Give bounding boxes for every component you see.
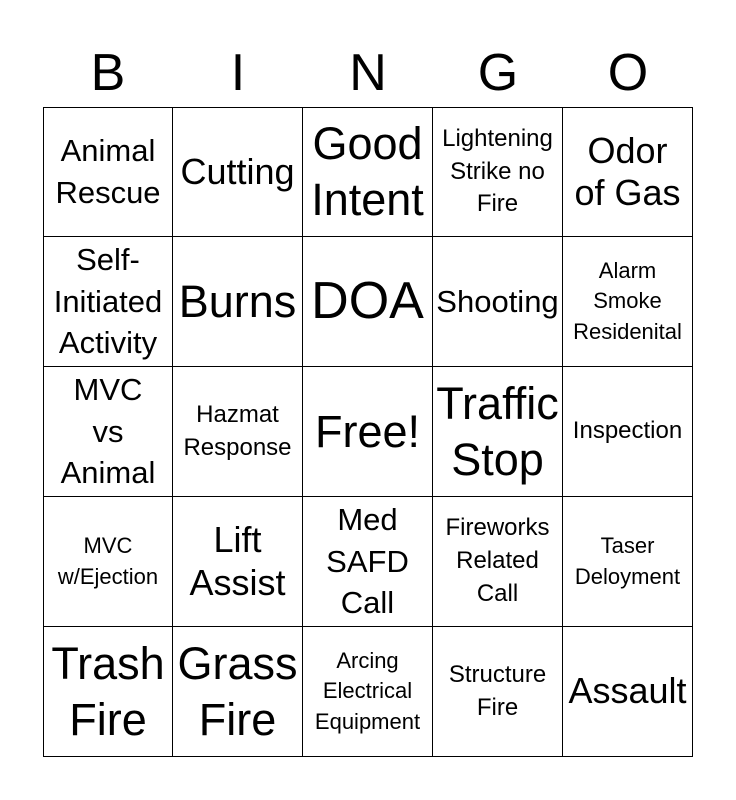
bingo-cell-label: Trash Fire [51,637,165,745]
bingo-cell[interactable] [43,497,173,627]
header-letter-i: I [230,44,246,102]
bingo-cell-label: Med SAFD Call [326,501,409,621]
bingo-cell[interactable] [303,497,433,627]
bingo-cell[interactable] [43,367,173,497]
bingo-cell-label: Odor of Gas [574,129,681,213]
bingo-cell[interactable] [433,367,563,497]
bingo-cell-label: Assault [568,670,687,712]
bingo-cell[interactable] [303,237,433,367]
bingo-cell-label: Cutting [180,150,295,192]
bingo-cell-label: Alarm Smoke Residenital [573,258,682,344]
bingo-cell[interactable] [303,107,433,237]
bingo-cell[interactable] [43,107,173,237]
bingo-cell[interactable] [173,237,303,367]
header-letter-g: G [477,44,519,102]
bingo-cell[interactable] [563,497,693,627]
bingo-cell[interactable] [563,237,693,367]
bingo-cell-label: Traffic Stop [436,377,559,485]
bingo-cell[interactable] [563,367,693,497]
bingo-cell[interactable] [303,627,433,757]
header-letter-n: N [349,44,387,102]
bingo-cell[interactable] [433,107,563,237]
bingo-cell-label: Grass Fire [177,637,298,745]
header-letter-o: O [607,44,649,102]
bingo-cell[interactable] [433,627,563,757]
bingo-cell[interactable] [173,367,303,497]
bingo-cell-label: Good Intent [311,118,424,225]
bingo-cell[interactable] [433,237,563,367]
bingo-cell[interactable] [43,237,173,367]
bingo-cell[interactable] [173,627,303,757]
bingo-cell-label: Taser Deloyment [574,533,681,589]
bingo-cell-label: Animal Rescue [55,133,161,210]
bingo-cell-label: Self- Initiated Activity [53,241,163,361]
bingo-cell[interactable] [43,627,173,757]
bingo-cell-label: MVC w/Ejection [57,533,159,589]
bingo-cell[interactable] [563,627,693,757]
bingo-cell-label: Shooting [436,283,559,319]
bingo-cell[interactable] [563,107,693,237]
bingo-board [43,107,693,757]
bingo-header [43,40,693,106]
bingo-cell-label: MVC vs Animal [60,371,156,491]
bingo-cell-label: Fireworks Related Call [445,514,550,607]
bingo-cell-label: Lift Assist [189,519,286,603]
bingo-cell-label: Lightening Strike no Fire [442,124,553,218]
header-letter-b: B [90,44,126,102]
bingo-cell[interactable] [173,107,303,237]
bingo-cell-label: Free! [314,405,421,457]
bingo-cell-label: Burns [178,275,297,327]
bingo-cell[interactable] [433,497,563,627]
bingo-cell-label: Structure Fire [448,660,547,721]
bingo-cell-label: DOA [311,271,424,330]
bingo-cell-label: Inspection [572,417,683,445]
bingo-cell[interactable] [303,367,433,497]
bingo-cell-label: Hazmat Response [183,400,292,461]
bingo-cell-label: Arcing Electrical Equipment [314,648,421,734]
bingo-cell[interactable] [173,497,303,627]
